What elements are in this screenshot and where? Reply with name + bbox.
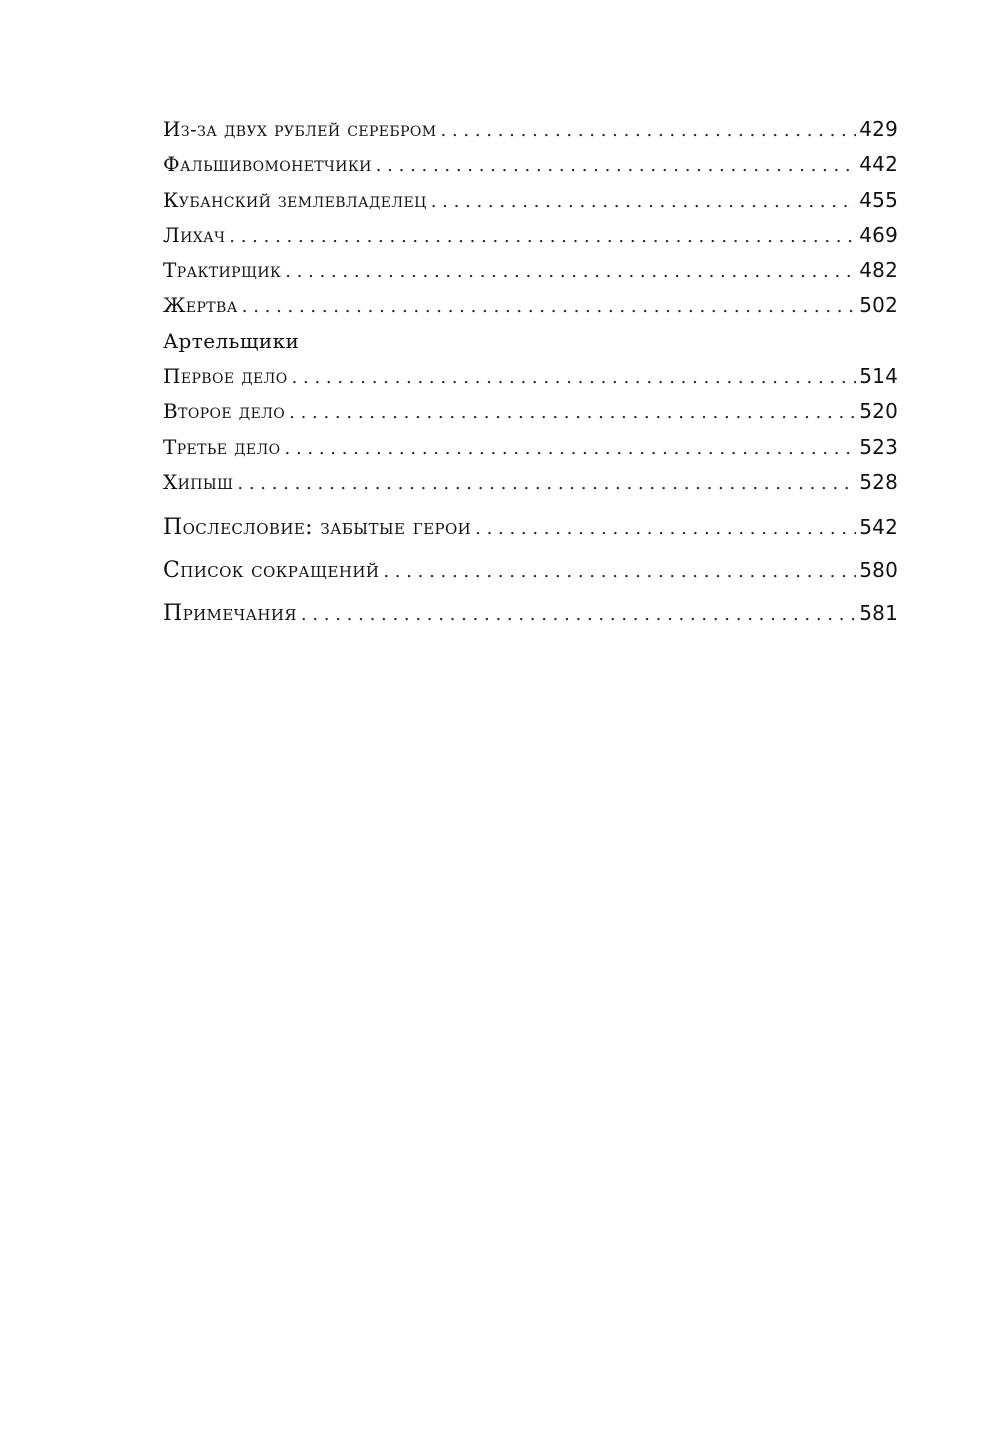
toc-entry[interactable]: [163, 465, 898, 500]
toc-entry-title: Второе дело: [163, 399, 286, 424]
toc-major-entry[interactable]: [163, 549, 898, 592]
dot-leader: [383, 550, 856, 593]
toc-entry-title: Третье дело: [163, 434, 281, 459]
dot-leader: [431, 184, 857, 219]
toc-section-heading: Артельщики: [163, 328, 300, 353]
dot-leader: [285, 254, 856, 289]
toc-entry-page: 542: [859, 515, 898, 540]
toc-entry[interactable]: [163, 253, 898, 288]
toc-entry-page: 429: [859, 117, 898, 141]
toc-entry[interactable]: [163, 288, 898, 323]
toc-entry-title: Трактирщик: [163, 258, 282, 283]
dot-leader: [289, 395, 856, 430]
toc-entry[interactable]: [163, 394, 898, 429]
toc-entry[interactable]: [163, 218, 898, 253]
dot-leader: [242, 289, 856, 324]
toc-entry-page: 528: [859, 469, 898, 494]
toc-entry-page: 520: [859, 399, 898, 424]
dot-leader: [376, 148, 856, 183]
dot-leader: [441, 113, 857, 148]
toc-entry-title: Список сокращений: [163, 558, 380, 584]
toc-entry-title: Примечания: [163, 601, 297, 627]
toc-entry-page: 482: [859, 258, 898, 283]
toc-entry-page: 580: [859, 558, 898, 583]
toc-entry[interactable]: [163, 430, 898, 465]
dot-leader: [475, 507, 856, 550]
toc-entry-page: 502: [859, 293, 898, 318]
toc-entry-page: 469: [859, 222, 898, 247]
toc-entry-page: 442: [859, 152, 898, 177]
toc-entry-title: Лихач: [163, 222, 226, 247]
toc-entry-title: Жертва: [163, 293, 238, 318]
dot-leader: [237, 466, 856, 501]
dot-leader: [301, 593, 856, 636]
toc-entry-page: 514: [859, 364, 898, 389]
toc-entry-page: 455: [859, 187, 898, 212]
toc-entry-title: Из-за двух рублей серебром: [163, 117, 437, 141]
toc-entry-title: Фальшивомонетчики: [163, 152, 372, 177]
dot-leader: [229, 219, 856, 254]
toc-entry-page: 523: [859, 434, 898, 459]
toc-entry-title: Хипыш: [163, 469, 234, 494]
toc-entry-title: Послесловие: забытые герои: [163, 515, 472, 541]
table-of-contents: [163, 112, 898, 635]
toc-major-entry[interactable]: [163, 506, 898, 549]
toc-entry[interactable]: [163, 147, 898, 182]
dot-leader: [285, 431, 857, 466]
toc-entry[interactable]: [163, 112, 898, 147]
toc-entry[interactable]: [163, 359, 898, 394]
toc-entry-title: Первое дело: [163, 364, 288, 389]
toc-entry-title: Кубанский землевладелец: [163, 187, 427, 212]
toc-major-entry[interactable]: [163, 592, 898, 635]
toc-entry-page: 581: [859, 601, 898, 626]
dot-leader: [292, 360, 857, 395]
toc-entry[interactable]: [163, 183, 898, 218]
